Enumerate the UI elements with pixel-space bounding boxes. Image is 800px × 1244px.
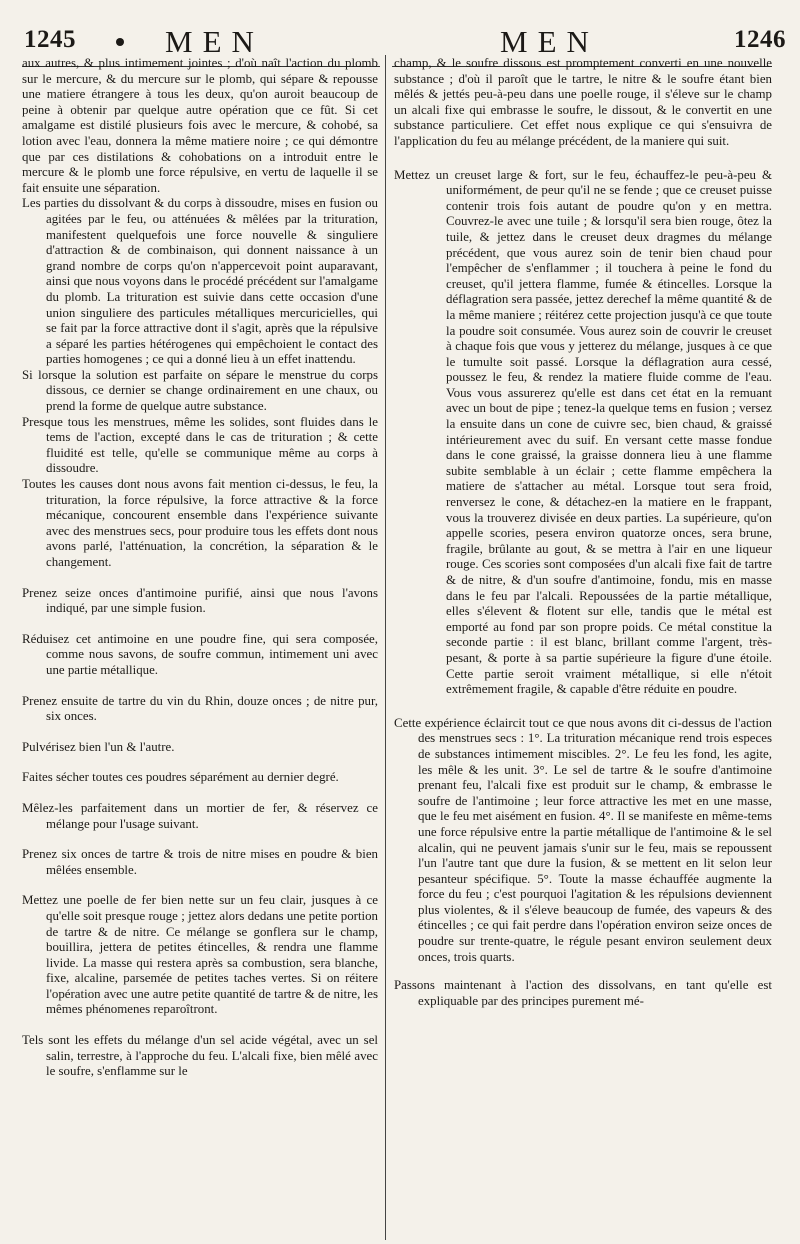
recipe-step: Prenez six onces de tartre & trois de nitre mises en poudre & bien mêlées ensemble.: [22, 847, 378, 877]
recipe-step: Mêlez-les parfaitement dans un mortier de fer, & réservez ce mélange pour l'usage suivant.: [22, 800, 378, 831]
recipe-step: Prenez ensuite de tartre du vin du Rhin, douze onces ; de nitre pur, six onces.: [22, 693, 378, 724]
paragraph: Cette expérience éclaircit tout ce que nous avons dit ci-dessus de l'action des menstrues secs : 1°. La trituration mécanique rend trois especes de substances intimement miscibles. 2°. Le feu les fond, les agite, les mêle & les unit. 3°. Le sel de tartre & le soufre d'antimoine prenant feu, l'alcali fixe est produit sur le champ, & embrasse le soufre de l'antimoine ; leur force attractive les met en une masse, que le feu met aisément en fusion. 4°. Il se manifeste en même-tems une force répulsive entre la partie métallique de l'antimoine & le sel alcalin, qui ne peuvent jamais s'unir sur le feu, mais se repoussent l'un l'autre tant que dure la fusion, & se mettent en lit selon leur pesanteur spécifique. 5°. Toute la masse échauffée augmente la force du feu ; c'est pourquoi l'agitation & les répulsions deviennent plus violentes, & il s'éleve beaucoup de fumée, des vapeurs & des étincelles ; ce qui fait perdre dans l'opération environ seize onces de poudre sur trente-quatre, le régule pesant environ seulement deux onces, trois quarts.: [394, 715, 772, 964]
column-divider: [385, 55, 386, 1240]
paragraph: Presque tous les menstrues, même les solides, sont fluides dans le tems de l'action, excepté dans le cas de trituration ; & cette fluidité est telle, qu'elle se communique même au corps à dissoudre.: [22, 414, 378, 476]
paragraph: Passons maintenant à l'action des dissolvans, en tant qu'elle est expliquable par des principes purement mé-: [394, 978, 772, 1008]
ornament-dot-icon: [116, 38, 124, 46]
right-running-head: MEN: [500, 24, 599, 59]
left-column: [22, 56, 378, 1080]
left-running-head: MEN: [165, 24, 264, 59]
paragraph: Si lorsque la solution est parfaite on sépare le menstrue du corps dissous, ce dernier se change ordinairement en une chaux, ou prend la forme de quelque autre substance.: [22, 367, 378, 414]
paragraph: aux autres, & plus intimement jointes ; d'où naît l'action du plomb sur le mercure, & du mercure sur le plomb, qui sépare & repousse une matiere étrangere à tous les deux, qu'on auroit beaucoup de peine à obtenir par quelque autre opération que ce fût. Si cet amalgame est distilé plusieurs fois avec le mercure, & cohobé, sa lotion avec l'eau, donnera la même matiere noire ; ce qui démontre que par ces distilations & cohobations on a introduit entre le mercure & le plomb une force répulsive, en vertu de laquelle il se fait ensuite une séparation.: [22, 56, 378, 195]
paragraph: Toutes les causes dont nous avons fait mention ci-dessus, le feu, la trituration, la force répulsive, la force attractive & la force mécanique, concourent ensemble dans l'expérience suivante avec des menstrues secs, pour produire tous les effets dont nous avons parlé, l'atténuation, la concrétion, la séparation & le changement.: [22, 477, 378, 569]
page-header: [0, 14, 800, 59]
recipe-step: Réduisez cet antimoine en une poudre fine, qui sera composée, comme nous savons, de soufre commun, intimement uni avec une partie métallique.: [22, 631, 378, 677]
left-page-number: 1245: [24, 26, 76, 53]
right-page-number: 1246: [734, 26, 786, 53]
procedure-paragraph: Mettez un creuset large & fort, sur le feu, échauffez-le peu-à-peu & uniformément, de peur qu'il ne se fende ; que ce creuset puisse contenir trois fois autant de poudre qu'on y en mettra. Couvrez-le avec une tuile ; & lorsqu'il sera bien rouge, ôtez la tuile, & jettez dans le creuset deux dragmes du mélange précédent, que vous aurez soin de tenir bien chaud pour l'empêcher de s'enflammer ; il touchera à peine le fond du creuset, qu'il jettera flamme, fumée & étincelles. Lorsque la déflagration sera passée, jettez derechef la même quantité & de la même maniere ; réitérez cette projection jusqu'à ce que toute la poudre soit consumée. Vous aurez soin de couvrir le creuset à chaque fois que vous y jetterez du mélange, jusques à ce que le tumulte soit passé. Lorsque la déflagration aura cessé, poussez le feu, & rendez la matiere fluide comme de l'eau. Vous vous assurerez qu'elle est dans cet état en la remuant avec un bout de pipe ; tenez-la quelque tems en fusion ; versez la ensuite dans un cone de cuivre sec, bien chaud, & graissé intérieurement avec du suif. En versant cette masse fondue dans le cone graissé, la graisse donnera lieu à une flamme subite semblable à un éclair ; cette flamme empêchera la matiere de s'attacher au métal. Lorsque tout sera froid, renversez le cone, & détachez-en la matiere en le frappant, vous la trouverez divisée en deux parties. La supérieure, qu'on appelle scories, pesera environ quatorze onces, sera brune, fragile, brûlante au gout, & se mettra à l'air en une liqueur rouge. Ces scories sont composées d'un alcali fixe fait de tartre & de nitre, & d'un soufre d'antimoine, fondu, mis en masse dans le feu par l'alcali. Repoussées de la partie métallique, elles s'élevent & flotent sur elle, tandis que le métal est emporté au fond par son propre poids. Ce métal constitue la seconde partie : il est blanc, brillant comme l'argent, très-pesant, & porte à sa partie supérieure la figure d'une étoile. Cette partie seroit vraiment métallique, si elle n'étoit extrêmement fragile, & capable d'être réduite en poudre.: [394, 167, 772, 697]
recipe-step: Prenez seize onces d'antimoine purifié, ainsi que nous l'avons indiqué, par une simple fusion.: [22, 585, 378, 616]
recipe-step: Faites sécher toutes ces poudres séparément au dernier degré.: [22, 770, 339, 785]
right-column: [394, 56, 772, 1009]
paragraph: Les parties du dissolvant & du corps à dissoudre, mises en fusion ou agitées par le feu, ou atténuées & mêlées par la trituration, manifestent quelquefois une force nouvelle & singuliere d'attraction & de combinaison, qui donnent naissance à un grand nombre de corps qu'on n'appercevoit point auparavant, ainsi que nous voyons dans le procédé précédent sur l'amalgame du plomb. La trituration est suivie dans cette occasion d'une union singuliere des particules métalliques mercuricielles, qui se fait par la force attractive dont il s'agit, après que la répulsive a séparé les parties hétérogenes qui empêchoient le contact des parties homogenes ; ce qui a donné lieu à un effet inattendu.: [22, 196, 379, 367]
recipe-step: Pulvérisez bien l'un & l'autre.: [22, 739, 175, 754]
recipe-step: Mettez une poelle de fer bien nette sur un feu clair, jusques à ce qu'elle soit presque rouge ; jettez alors dedans une petite portion de tartre & de nitre. Ce mélange se gonflera sur le champ, bouillira, jettera de petites étincelles, & rendra une flamme livide. La masse qui restera après sa combustion, sera blanche, fixe, alcaline, parsemée de petites taches vertes. Si on réitere l'opération avec une autre petite quantité de tartre & de nitre, les mêmes phénomenes reparoîtront.: [22, 893, 378, 1017]
paragraph: champ, & le soufre dissous est promptement converti en une nouvelle substance ; d'où il paroît que le tartre, le nitre & le soufre étant bien mêlés & jettés peu-à-peu dans une poelle rouge, il s'éleve sur le champ un alcali fixe qui embrasse le soufre, le dissout, & le convertit en une substance particuliere. Cet effet nous explique ce qui s'ensuivra de l'application du feu au mélange précédent, de la maniere qui suit.: [394, 56, 772, 148]
paragraph: Tels sont les effets du mélange d'un sel acide végétal, avec un sel salin, terrestre, à l'approche du feu. L'alcali fixe, bien mêlé avec le soufre, s'enflamme sur le: [22, 1033, 378, 1079]
